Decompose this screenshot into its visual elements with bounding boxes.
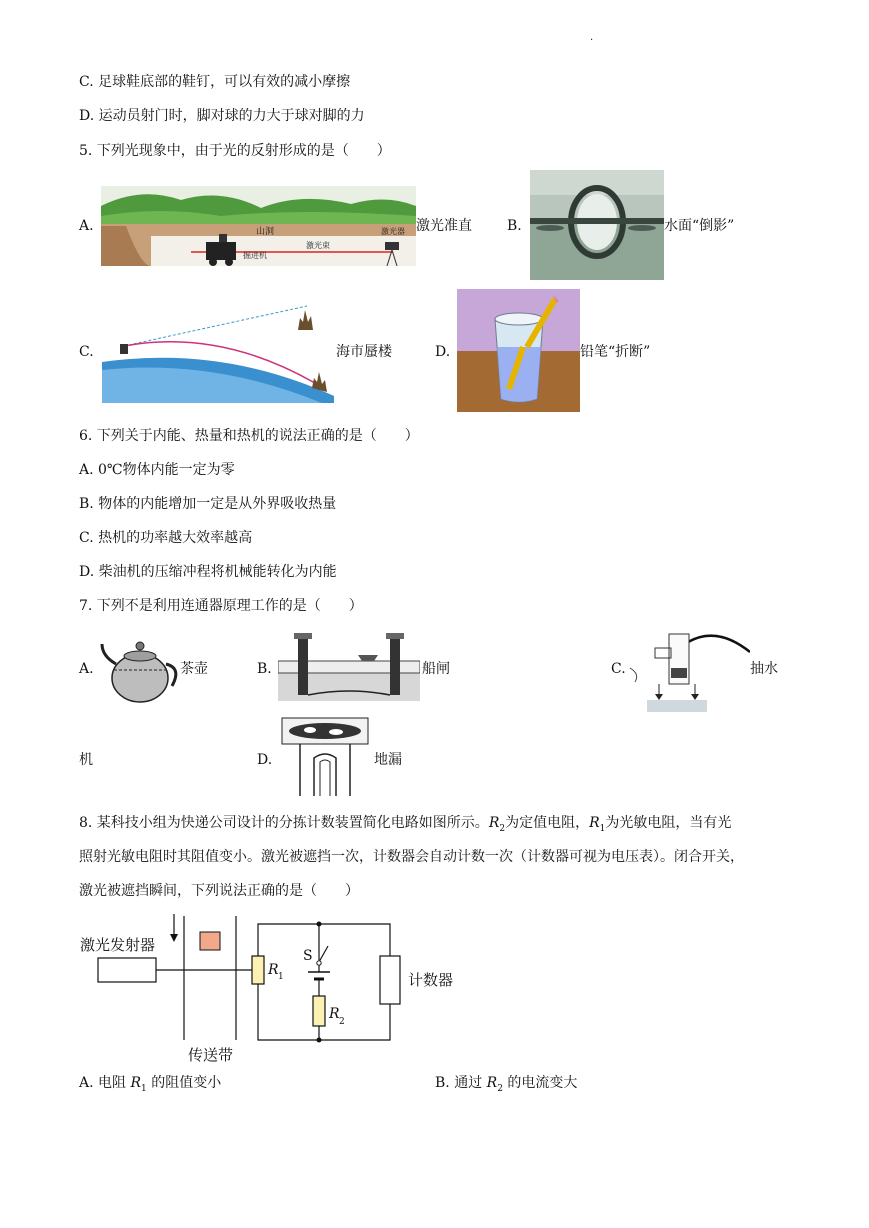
mirage-image <box>102 300 334 403</box>
header-dot: . <box>590 32 594 43</box>
water-pump-image <box>625 624 750 714</box>
q8-option-a[interactable] <box>79 1073 221 1099</box>
q5-option-b-caption: 水面“倒影” <box>664 218 735 234</box>
q8-line-1-part-b: 为定值电阻， <box>505 815 590 831</box>
device-text: 激光器 <box>381 227 405 236</box>
emitter-label: 激光发射器 <box>80 936 156 954</box>
r2-resistor <box>313 996 325 1026</box>
q5-option-c-label[interactable]: C. <box>79 344 94 360</box>
q8-option-a-prefix: A. 电阻 <box>79 1075 127 1091</box>
switch-blade <box>319 946 328 962</box>
pencil-glass-image <box>457 289 580 412</box>
circuit-diagram <box>78 910 468 1070</box>
q8-option-b-r-symbol: R <box>486 1075 498 1091</box>
down-arrow-icon <box>170 934 178 942</box>
q5-option-a-caption: 激光准直 <box>416 218 472 234</box>
q5-stem: 5. 下列光现象中，由于光的反射形成的是（ ） <box>79 143 391 159</box>
q7-option-a-caption: 茶壶 <box>180 661 208 677</box>
q8-line-2: 照射光敏电阻时其阻值变小。激光被遮挡一次，计数器会自动计数一次（计数器可视为电压表）。闭合开关， <box>79 849 744 865</box>
r1-diagram-subscript: 1 <box>278 972 284 982</box>
machine-text: 掘进机 <box>243 251 267 260</box>
q7-option-d-label[interactable]: D. <box>257 752 273 768</box>
q8-line-3: 激光被遮挡瞬间，下列说法正确的是（ ） <box>79 883 359 899</box>
q6-option-c[interactable]: C. 热机的功率越大效率越高 <box>79 530 253 546</box>
q7-option-c-caption-2: 机 <box>79 752 93 768</box>
q5-option-a-label[interactable]: A. <box>79 218 94 234</box>
q8-option-b[interactable] <box>435 1073 577 1099</box>
q8-option-a-r-symbol: R <box>130 1075 142 1091</box>
q8-r1-symbol: R <box>589 815 600 831</box>
q8-option-b-prefix: B. 通过 <box>435 1075 483 1091</box>
q7-option-d-caption: 地漏 <box>374 752 402 768</box>
q8-line-1-part-a: 8. 某科技小组为快递公司设计的分拣计数装置简化电路如图所示。 <box>79 815 489 831</box>
beam-text: 激光束 <box>306 241 330 250</box>
q8-option-b-suffix: 的电流变大 <box>507 1075 578 1091</box>
q8-r1-subscript: 1 <box>599 823 606 834</box>
q6-option-d[interactable]: D. 柴油机的压缩冲程将机械能转化为内能 <box>79 564 337 580</box>
q7-option-c-label[interactable]: C. <box>611 661 626 677</box>
q5-option-c-caption: 海市蜃楼 <box>336 344 392 360</box>
ship-lock-image <box>278 631 420 701</box>
q6-option-b[interactable]: B. 物体的内能增加一定是从外界吸收热量 <box>79 496 337 512</box>
switch-contact <box>317 961 321 965</box>
q8-r2-subscript: 2 <box>499 823 506 834</box>
q7-option-b-label[interactable]: B. <box>257 661 272 677</box>
r1-resistor <box>252 956 264 984</box>
laser-emitter-box <box>98 958 156 982</box>
q5-option-d-label[interactable]: D. <box>435 344 451 360</box>
q8-line-1 <box>79 813 731 839</box>
q8-line-1-part-c: 为光敏电阻，当有光 <box>605 815 732 831</box>
r1-diagram-symbol: R <box>268 962 279 978</box>
q8-option-a-subscript: 1 <box>141 1083 147 1094</box>
bridge-reflection-image <box>530 170 664 280</box>
q7-stem: 7. 下列不是利用连通器原理工作的是（ ） <box>79 598 363 614</box>
q5-option-b-label[interactable]: B. <box>507 218 522 234</box>
belt-label: 传送带 <box>188 1046 234 1064</box>
q7-option-b-caption: 船闸 <box>422 661 450 677</box>
counter-box <box>380 956 400 1004</box>
q8-r2-symbol: R <box>488 815 500 831</box>
q6-option-a[interactable]: A. 0℃物体内能一定为零 <box>79 462 235 478</box>
q4-option-c[interactable]: C. 足球鞋底部的鞋钉，可以有效的减小摩擦 <box>79 74 351 90</box>
q7-option-a-label[interactable]: A. <box>79 661 94 677</box>
q8-option-a-suffix: 的阻值变小 <box>151 1075 222 1091</box>
r2-diagram-symbol: R <box>329 1006 340 1022</box>
counter-label: 计数器 <box>408 971 454 989</box>
floor-drain-image <box>280 716 370 798</box>
laser-tunnel-image <box>101 186 416 266</box>
package-box <box>200 932 220 950</box>
circuit-top-wire <box>258 924 390 956</box>
q5-option-d-caption: 铅笔“折断” <box>580 344 651 360</box>
q4-option-d[interactable]: D. 运动员射门时，脚对球的力大于球对脚的力 <box>79 108 365 124</box>
r2-diagram-subscript: 2 <box>339 1017 345 1027</box>
q6-stem: 6. 下列关于内能、热量和热机的说法正确的是（ ） <box>79 428 419 444</box>
teapot-image <box>100 634 182 704</box>
tunnel-text: 山洞 <box>256 227 275 237</box>
q8-option-b-subscript: 2 <box>497 1083 503 1094</box>
q7-option-c-caption-1: 抽水 <box>750 661 778 677</box>
switch-label: S <box>303 948 313 964</box>
